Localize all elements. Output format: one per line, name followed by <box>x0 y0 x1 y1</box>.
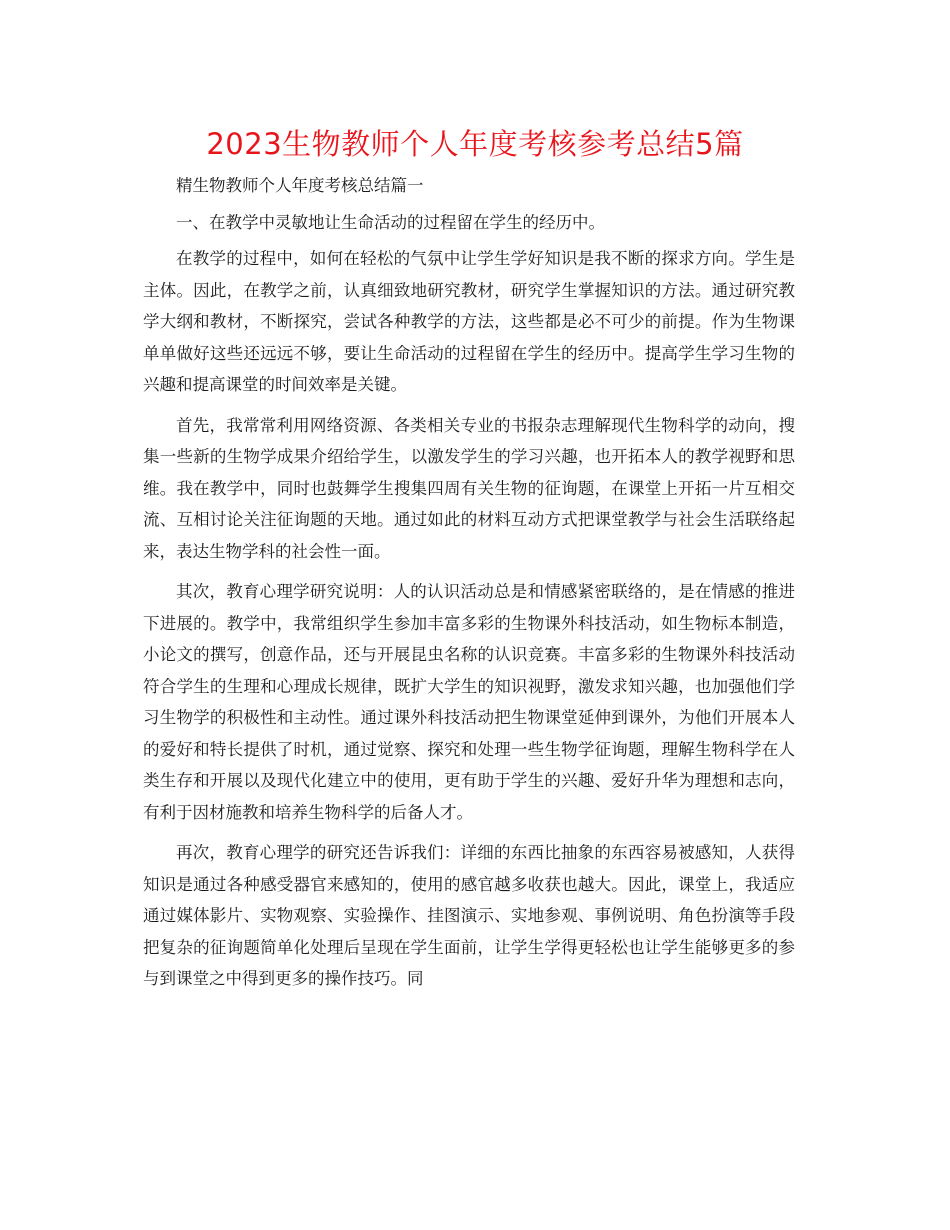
document-body <box>143 170 795 1004</box>
document-title: 2023生物教师个人年度考核参考总结5篇 <box>206 127 744 161</box>
paragraph: 首先，我常常利用网络资源、各类相关专业的书报杂志理解现代生物科学的动向，搜集一些新的生物学成果介绍给学生，以激发学生的学习兴趣，也开拓本人的教学视野和思维。我在教学中，同时也鼓舞学生搜集四周有关生物的征询题，在课堂上开拓一片互相交流、互相讨论关注征询题的天地。通过如此的材料互动方式把课堂教学与社会生活联络起来，表达生物学科的社会性一面。 <box>143 415 795 561</box>
section-heading: 精生物教师个人年度考核总结篇一 <box>176 176 424 195</box>
paragraph: 在教学的过程中，如何在轻松的气氛中让学生学好知识是我不断的探求方向。学生是主体。因此，在教学之前，认真细致地研究教材，研究学生掌握知识的方法。通过研究教学大纲和教材，不断探究，尝试各种教学的方法，这些都是必不可少的前提。作为生物课单单做好这些还远远不够，要让生命活动的过程留在学生的经历中。提高学生学习生物的兴趣和提高课堂的时间效率是关键。 <box>143 249 795 394</box>
paragraph: 再次，教育心理学的研究还告诉我们：详细的东西比抽象的东西容易被感知，人获得知识是通过各种感受器官来感知的，使用的感官越多收获也越大。因此，课堂上，我适应通过媒体影片、实物观察、实验操作、挂图演示、实地参观、事例说明、角色扮演等手段把复杂的征询题简单化处理后呈现在学生面前，让学生学得更轻松也让学生能够更多的参与到课堂之中得到更多的操作技巧。同 <box>143 843 795 988</box>
subsection-heading: 一、在教学中灵敏地让生命活动的过程留在学生的经历中。 <box>176 212 605 232</box>
paragraph: 其次，教育心理学研究说明：人的认识活动总是和情感紧密联络的，是在情感的推进下进展的。教学中，我常组织学生参加丰富多彩的生物课外科技活动，如生物标本制造，小论文的撰写，创意作品，还与开展昆虫名称的认识竞赛。丰富多彩的生物课外科技活动符合学生的生理和心理成长规律，既扩大学生的知识视野，激发求知兴趣，也加强他们学习生物学的积极性和主动性。通过课外科技活动把生物课堂延伸到课外，为他们开展本人的爱好和特长提供了时机，通过觉察、探究和处理一些生物学征询题，理解生物科学在人类生存和开展以及现代化建立中的使用，更有助于学生的兴趣、爱好升华为理想和志向，有利于因材施教和培养生物科学的后备人才。 <box>143 582 795 822</box>
